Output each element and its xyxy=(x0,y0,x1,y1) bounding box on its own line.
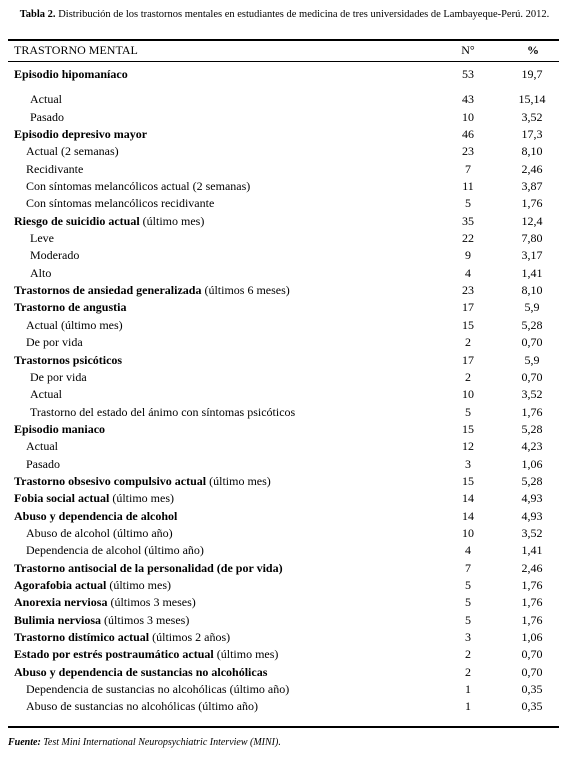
row-label xyxy=(14,490,174,507)
table-row xyxy=(8,265,559,282)
row-percent: 17,3 xyxy=(521,127,543,142)
row-label-rest: Con síntomas melancólicos recidivante xyxy=(26,196,215,211)
table-row xyxy=(8,438,559,455)
row-label xyxy=(30,265,51,282)
row-count: 3 xyxy=(465,630,471,644)
row-label-bold: Episodio hipomaníaco xyxy=(14,67,128,81)
row-label-rest: Actual (2 semanas) xyxy=(26,144,119,159)
row-percent: 5,28 xyxy=(521,421,543,436)
row-label-rest: (últimos 6 meses) xyxy=(201,283,290,298)
row-label-bold: Trastorno de angustia xyxy=(14,300,127,315)
row-label xyxy=(14,282,290,299)
row-label-bold: Fobia social actual xyxy=(14,491,110,506)
row-label-bold: Riesgo de suicidio actual xyxy=(14,213,140,228)
source-text: Test Mini International Neuropsychiatric Interview (MINI). xyxy=(40,737,281,748)
row-count: 15 xyxy=(462,317,474,332)
row-percent: 2,46 xyxy=(521,161,543,176)
row-count: 12 xyxy=(462,439,474,454)
row-count: 9 xyxy=(465,248,471,263)
row-count: 17 xyxy=(462,352,474,367)
row-percent: 3,87 xyxy=(521,179,543,194)
header-trastorno: TRASTORNO MENTAL xyxy=(14,43,138,57)
row-label-bold: Trastornos psicóticos xyxy=(14,352,123,367)
table-row xyxy=(8,213,559,230)
row-label xyxy=(26,317,123,334)
table-row xyxy=(8,612,559,629)
row-label xyxy=(14,66,128,83)
row-percent: 3,52 xyxy=(521,387,543,402)
row-count: 2 xyxy=(465,369,471,384)
table-row xyxy=(8,66,559,83)
row-percent: 0,35 xyxy=(521,699,543,714)
row-percent: 0,70 xyxy=(521,335,543,350)
row-percent: 15,14 xyxy=(518,92,546,107)
table-row xyxy=(8,594,559,611)
row-percent: 0,70 xyxy=(521,369,543,384)
table-row xyxy=(8,109,559,126)
row-label xyxy=(26,542,204,559)
row-label xyxy=(26,525,173,542)
row-count: 2 xyxy=(465,664,471,679)
table-row xyxy=(8,490,559,507)
row-label-rest: Actual xyxy=(30,387,62,402)
row-label xyxy=(14,612,189,629)
row-count: 5 xyxy=(465,404,471,419)
row-count: 4 xyxy=(465,543,471,558)
source-label: Fuente: xyxy=(8,737,41,748)
row-label xyxy=(30,369,87,386)
row-count: 14 xyxy=(462,491,474,506)
row-count: 11 xyxy=(462,179,474,194)
row-label-bold: Trastornos de ansiedad generalizada xyxy=(14,283,202,298)
row-label xyxy=(14,299,126,316)
row-percent: 1,76 xyxy=(521,595,543,610)
row-label-rest: Dependencia de sustancias no alcohólicas (último año) xyxy=(26,682,290,697)
table-row xyxy=(8,230,559,247)
row-count: 2 xyxy=(465,647,471,662)
table-row xyxy=(8,247,559,264)
row-percent: 8,10 xyxy=(521,283,543,298)
row-label xyxy=(26,178,250,195)
header-n: N° xyxy=(461,43,475,57)
caption-label: Tabla 2. xyxy=(19,9,56,20)
row-label-rest: Actual (último mes) xyxy=(26,317,123,332)
row-label xyxy=(14,577,171,594)
row-count: 3 xyxy=(465,456,471,471)
row-label xyxy=(14,213,204,230)
row-label xyxy=(14,629,230,646)
table-row xyxy=(8,456,559,473)
row-percent: 7,80 xyxy=(521,231,543,246)
row-count: 10 xyxy=(462,387,474,402)
row-percent: 19,7 xyxy=(521,67,543,81)
row-label xyxy=(30,109,64,126)
row-label-rest: De por vida xyxy=(30,369,87,384)
row-label xyxy=(14,560,283,577)
row-label xyxy=(30,230,54,247)
row-percent: 1,06 xyxy=(521,456,543,471)
table-row xyxy=(8,126,559,143)
row-count: 15 xyxy=(462,473,474,488)
row-percent: 1,76 xyxy=(521,612,543,627)
row-label-bold: Episodio depresivo mayor xyxy=(14,127,148,142)
row-label-rest: (último mes) xyxy=(213,647,279,662)
row-label xyxy=(30,91,62,108)
table-top-rule xyxy=(8,39,559,41)
row-percent: 0,35 xyxy=(521,682,543,697)
row-label-rest: (últimos 3 meses) xyxy=(107,595,196,610)
row-count: 10 xyxy=(462,525,474,540)
row-label xyxy=(26,698,258,715)
row-label-bold: Bulimia nerviosa xyxy=(14,612,102,627)
row-count: 2 xyxy=(465,335,471,350)
row-label xyxy=(14,421,105,438)
row-label-rest: Actual xyxy=(30,92,62,107)
row-percent: 1,06 xyxy=(521,630,543,644)
row-count: 23 xyxy=(462,144,474,159)
table-row xyxy=(8,404,559,421)
row-count: 35 xyxy=(462,213,474,228)
row-percent: 1,41 xyxy=(521,543,543,558)
row-percent: 4,93 xyxy=(521,508,543,523)
table-row xyxy=(8,629,559,646)
row-label xyxy=(30,404,295,421)
table-row xyxy=(8,508,559,525)
row-percent: 1,41 xyxy=(521,265,543,280)
row-count: 14 xyxy=(462,508,474,523)
row-percent: 1,76 xyxy=(521,577,543,592)
row-percent: 12,4 xyxy=(521,213,543,228)
row-percent: 2,46 xyxy=(521,560,543,575)
row-count: 17 xyxy=(462,300,474,315)
row-label xyxy=(30,247,79,264)
row-label xyxy=(26,456,60,473)
row-label xyxy=(26,161,83,178)
caption-text: Distribución de los trastornos mentales en estudiantes de medicina de tres universidades de Lambayeque-Perú. 2012. xyxy=(58,9,550,20)
row-label-rest: Pasado xyxy=(26,456,60,471)
row-label-bold: Anorexia nerviosa xyxy=(14,595,108,610)
table-row xyxy=(8,525,559,542)
row-percent: 3,52 xyxy=(521,109,543,124)
table-row xyxy=(8,299,559,316)
table-bottom-rule xyxy=(8,726,559,728)
table-row xyxy=(8,646,559,663)
row-label-bold: Abuso y dependencia de alcohol xyxy=(14,508,178,523)
row-percent: 0,70 xyxy=(521,647,543,662)
row-label-rest: Abuso de alcohol (último año) xyxy=(26,525,173,540)
row-label xyxy=(14,126,147,143)
row-label xyxy=(26,143,119,160)
table-row xyxy=(8,91,559,108)
table-row xyxy=(8,334,559,351)
table-row xyxy=(8,473,559,490)
row-count: 5 xyxy=(465,612,471,627)
row-count: 5 xyxy=(465,196,471,211)
row-count: 7 xyxy=(465,560,471,575)
header-pct: % xyxy=(527,43,539,57)
row-label xyxy=(14,473,271,490)
row-label xyxy=(14,508,177,525)
row-label-bold: Trastorno obsesivo compulsivo actual xyxy=(14,473,207,488)
row-percent: 5,9 xyxy=(524,300,540,315)
row-count: 22 xyxy=(462,231,474,246)
row-percent: 1,76 xyxy=(521,196,543,211)
table-header xyxy=(8,42,559,60)
row-count: 53 xyxy=(462,67,474,81)
table-row xyxy=(8,386,559,403)
row-label-rest: (último mes) xyxy=(109,491,175,506)
row-label-bold: Episodio maniaco xyxy=(14,421,106,436)
row-label-rest: (últimos 2 años) xyxy=(149,630,231,644)
table-row xyxy=(8,282,559,299)
row-count: 4 xyxy=(465,265,471,280)
row-label xyxy=(26,334,83,351)
row-count: 10 xyxy=(462,109,474,124)
table-caption xyxy=(12,8,557,22)
row-label xyxy=(14,352,122,369)
table-row xyxy=(8,143,559,160)
table-header-rule xyxy=(8,61,559,62)
row-count: 46 xyxy=(462,127,474,142)
row-label-rest: Dependencia de alcohol (último año) xyxy=(26,543,204,558)
row-count: 5 xyxy=(465,595,471,610)
row-label-bold: Abuso y dependencia de sustancias no alcohólicas xyxy=(14,664,268,679)
row-label-rest: Actual xyxy=(26,439,58,454)
table-row xyxy=(8,195,559,212)
row-label-rest: De por vida xyxy=(26,335,83,350)
table-row xyxy=(8,161,559,178)
table-row xyxy=(8,681,559,698)
row-label-rest: (último mes) xyxy=(106,577,171,592)
row-label xyxy=(26,681,289,698)
table-row xyxy=(8,369,559,386)
row-label xyxy=(14,646,278,663)
row-count: 23 xyxy=(462,283,474,298)
table-body xyxy=(8,66,559,716)
table-row xyxy=(8,560,559,577)
table-row xyxy=(8,178,559,195)
row-label-rest: (último mes) xyxy=(206,473,271,488)
row-label-rest: Leve xyxy=(30,231,54,246)
row-label-bold: Trastorno distímico actual xyxy=(14,630,150,644)
table-row xyxy=(8,577,559,594)
row-label-bold: Trastorno antisocial de la personalidad (de por vida) xyxy=(14,560,283,575)
row-count: 7 xyxy=(465,161,471,176)
row-label xyxy=(26,438,58,455)
row-label xyxy=(26,195,214,212)
row-percent: 8,10 xyxy=(521,144,543,159)
row-label-rest: Moderado xyxy=(30,248,80,263)
row-percent: 3,52 xyxy=(521,525,543,540)
table-row xyxy=(8,542,559,559)
row-count: 1 xyxy=(465,699,471,714)
row-label xyxy=(30,386,62,403)
row-label-rest: Pasado xyxy=(30,109,64,124)
row-percent: 5,9 xyxy=(524,352,540,367)
row-percent: 4,23 xyxy=(521,439,543,454)
table-row xyxy=(8,421,559,438)
table-row xyxy=(8,664,559,681)
row-label-rest: Abuso de sustancias no alcohólicas (último año) xyxy=(26,699,258,714)
row-label-rest: Trastorno del estado del ánimo con síntomas psicóticos xyxy=(30,404,296,419)
row-label-rest: (último mes) xyxy=(139,213,205,228)
row-label-rest: Con síntomas melancólicos actual (2 semanas) xyxy=(26,179,251,194)
row-label-bold: Estado por estrés postraumático actual xyxy=(14,647,214,662)
row-count: 43 xyxy=(462,92,474,107)
row-label-rest: Recidivante xyxy=(26,161,84,176)
row-count: 5 xyxy=(465,577,471,592)
row-percent: 3,17 xyxy=(521,248,543,263)
row-label xyxy=(14,594,196,611)
row-label-rest: Alto xyxy=(30,265,52,280)
row-percent: 0,70 xyxy=(521,664,543,679)
row-percent: 5,28 xyxy=(521,473,543,488)
table-row xyxy=(8,317,559,334)
table-row xyxy=(8,352,559,369)
row-count: 15 xyxy=(462,421,474,436)
row-label-rest: (últimos 3 meses) xyxy=(101,612,190,627)
row-percent: 1,76 xyxy=(521,404,543,419)
row-label xyxy=(14,664,267,681)
table-source-note xyxy=(8,737,281,748)
table-row xyxy=(8,698,559,715)
row-percent: 4,93 xyxy=(521,491,543,506)
row-percent: 5,28 xyxy=(521,317,543,332)
row-count: 1 xyxy=(465,682,471,697)
row-label-bold: Agorafobia actual xyxy=(14,577,107,592)
